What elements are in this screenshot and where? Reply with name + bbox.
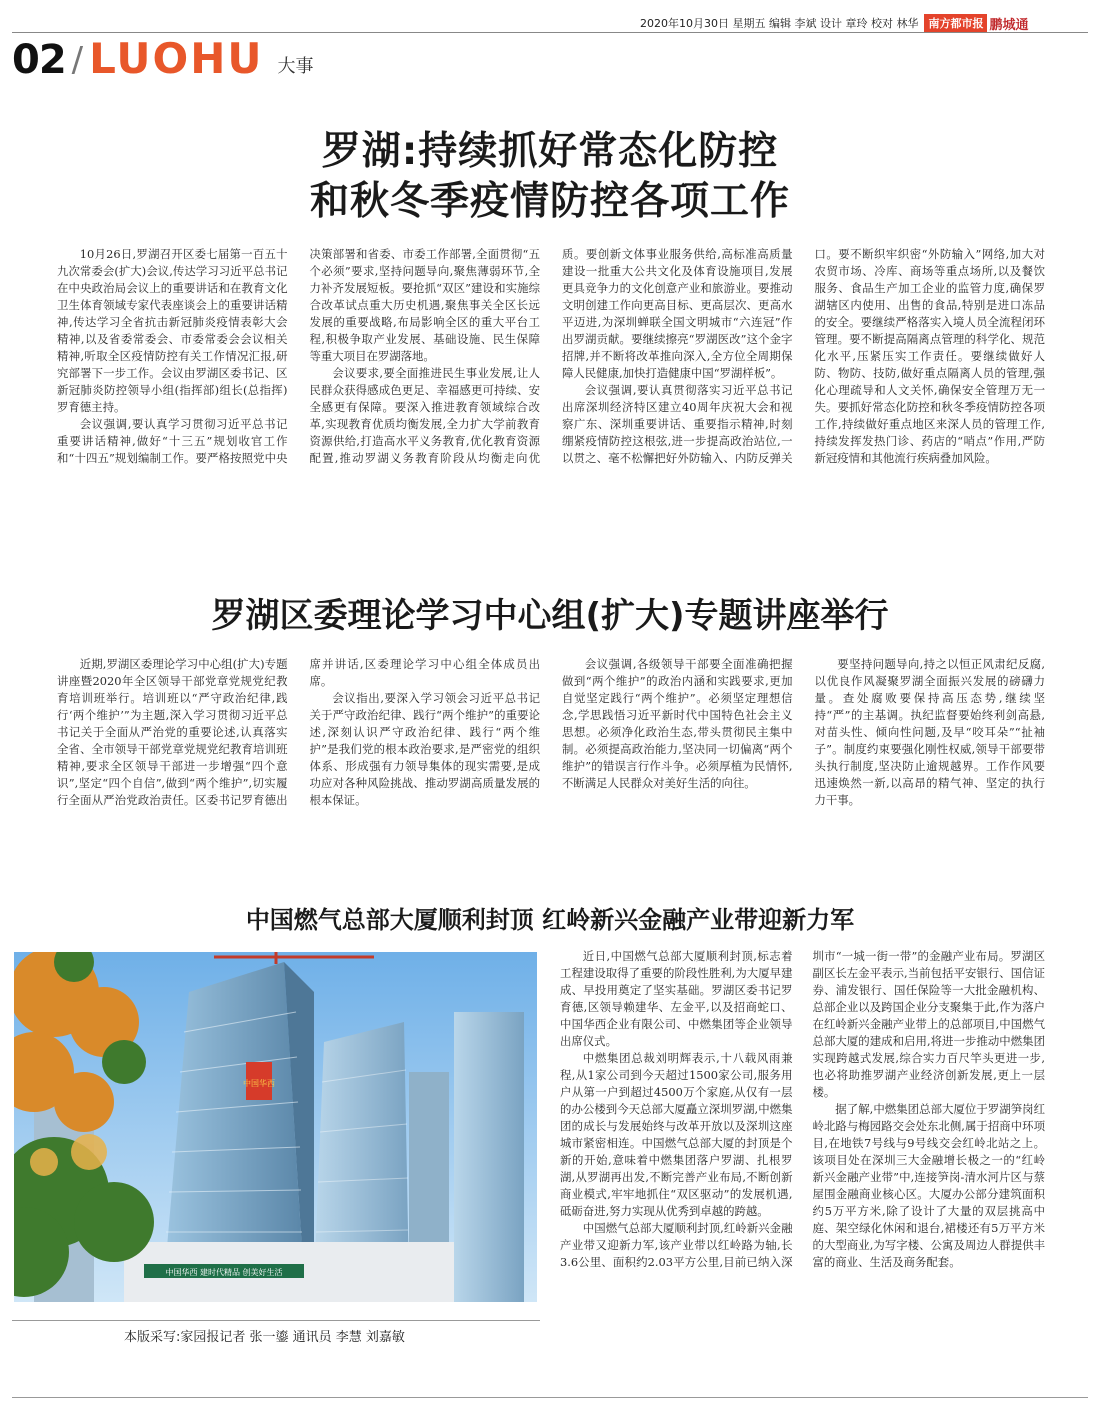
article3-paragraph: 近日,中国燃气总部大厦顺利封顶,标志着工程建设取得了重要的阶段性胜利,为大厦早建成、早投用奠定了坚实基础。罗湖区委书记罗育德,区领导赖建华、左金平,以及招商蛇口、中国华西企业有限公司、中燃集团等企业领导出席仪式。 bbox=[560, 949, 793, 1048]
article2-paragraph: 要坚持问题导向,持之以恒正风肃纪反腐,以优良作风凝聚罗湖全面振兴发展的磅礴力量。查处腐败要保持高压态势,继续坚持“严”的主基调。执纪监督要始终利剑高悬,对苗头性、倾向性问题,及早“咬耳朵”“扯袖子”。制度约束要强化刚性权威,领导干部要带头执行制度,坚决防止逾规越界。工作作风要迅速焕然一新,以高昂的精气神、坚定的执行力干事。 bbox=[814, 657, 1045, 807]
article1-paragraph: 会议要求,要全面推进民生事业发展,让人民群众获得感成色更足、幸福感更可持续、安全感更有保障。要深入推进教育领域综合改革,实现教育优质均衡发展,全力扩大学前教育资源供给,打造高水平义务教育,优化教育资源配置,推动罗湖义务教育阶段从均衡走向优质。要创新文体事业服务供给,高标准高质量建设一批重大公共文化及体育设施项目,发展更具竞争力的文化创意产业和旅游业。要推动文明创建工作向更高目标、更高层次、更高水平迈进,为深圳蝉联全国文明城市“六连冠”作出罗湖贡献。要继续擦亮“罗湖医改”这个金字招牌,并不断将改革推向深入,全方位全周期保障人民健康,加快打造健康中国“罗湖样板”。 bbox=[309, 247, 793, 465]
header-rule bbox=[12, 32, 1088, 33]
article3-paragraph: 中国燃气总部大厦顺利封顶,红岭新兴金融产业带又迎新力军,该产业带以红岭路为轴,长3.6公里、面积约2.03平方公里,目前已纳入深圳市“一城一街一带”的金融产业布局。罗湖区副区长左金平表示,当前包括平安银行、国信证券、浦发银行、国任保险等一大批金融机构、总部企业以及跨国企业分支聚集于此,作为落户在红岭新兴金融产业带上的总部项目,中国燃气总部大厦的建成和启用,将进一步推动中燃集团实现跨越式发展,综合实力百尺竿头更进一步,也必将助推罗湖产业经济创新发展,更上一层楼。 bbox=[560, 949, 1045, 1269]
brand-logo: 南方都市报 bbox=[924, 14, 987, 32]
brand-logo-secondary: 鹏城通 bbox=[989, 17, 1029, 33]
podium-banner-text: 中国华西 建时代精品 创美好生活 bbox=[165, 1268, 283, 1277]
page-number: 02 bbox=[12, 37, 66, 83]
article3-paragraph: 据了解,中燃集团总部大厦位于罗湖笋岗红岭北路与梅园路交会处东北侧,属于招商中环项目,在地铁7号线与9号线交会红岭北站之上。该项目处在深圳三大金融增长极之一的“红岭新兴金融产业带”中,连接笋岗-清水河片区与蔡屋围金融商业核心区。大厦办公部分建筑面积约5万平方米,除了设计了大量的双层挑高中庭、架空绿化休闲和退台,裙楼还有5万平方米的大型商业,为写字楼、公寓及周边人群提供丰富的商业、生活及商务配套。 bbox=[812, 1102, 1045, 1269]
article1-title-line1: 罗湖:持续抓好常态化防控 bbox=[321, 129, 779, 174]
article1-paragraph: 会议强调,要认真贯彻落实习近平总书记出席深圳经济特区建立40周年庆祝大会和视察广东、深圳重要讲话、重要指示精神,时刻绷紧疫情防控这根弦,进一步提高政治站位,一以贯之、毫不松懈把好外防输入、内防反弹关口。要不断织牢织密“外防输入”网络,加大对农贸市场、冷库、商场等重点场所,以及餐饮服务、食品生产加工企业的监管力度,确保罗湖辖区内使用、出售的食品,特别是进口冻品的安全。要继续严格落实入境人员全流程闭环管理。要不断提高隔离点管理的科学化、规范化水平,压紧压实工作责任。要继续做好人防、物防、技防,做好重点隔离人员的管理,强化心理疏导和人文关怀,确保安全管理万无一失。要抓好常态化防控和秋冬季疫情防控各项工作,持续做好重点地区来深人员的管理工作,持续发挥发热门诊、药店的“哨点”作用,严防新冠疫情和其他流行疾病叠加风险。 bbox=[562, 247, 1045, 465]
article3-body bbox=[560, 948, 1045, 1378]
date-line: 2020年10月30日 星期五 编辑 李斌 设计 章玲 校对 林华 bbox=[640, 17, 919, 30]
header-bar bbox=[640, 14, 1090, 32]
article2-paragraph: 近期,罗湖区委理论学习中心组(扩大)专题讲座暨2020年全区领导干部党章党规党纪教育培训班举行。培训班以“严守政治纪律,践行‘两个维护’”为主题,深入学习贯彻习近平总书记关于全面从严治党的重要论述,认真落实全省、全市领导干部党章党规党纪教育培训班精神,要求全区领导干部进一步增强“四个意识”,坚定“四个自信”,做到“两个维护”,切实履行全面从严治党政治责任。区委书记罗育德出席并讲话,区委理论学习中心组全体成员出席。 bbox=[57, 657, 540, 807]
article2-paragraph: 会议强调,各级领导干部要全面准确把握做到“两个维护”的政治内涵和实践要求,更加自觉坚定践行“两个维护”。必须坚定理想信念,学思践悟习近平新时代中国特色社会主义思想。必须净化政治生态,带头贯彻民主集中制。必须提高政治能力,坚决同一切偏离“两个维护”的错误言行作斗争。必须厚植为民情怀,不断满足人民群众对美好生活的向往。 bbox=[562, 657, 793, 790]
article3-paragraph: 中燃集团总裁刘明辉表示,十八载风雨兼程,从1家公司到今天超过1500家公司,服务用户从第一户到超过4500万个家庭,从仅有一层的办公楼到今天总部大厦矗立深圳罗湖,中燃集团的成长与发展始终与改革开放以及深圳这座城市紧密相连。中国燃气总部大厦的封顶是个新的开始,意味着中燃集团落户罗湖、扎根罗湖,从罗湖再出发,不断完善产业布局,不断创新商业模式,牢牢地抓住“双区驱动”的发展机遇,砥砺奋进,努力实现从优秀到卓越的跨越。 bbox=[560, 1051, 793, 1218]
byline-caption: 本版采写:家园报记者 张一鎏 通讯员 李慧 刘嘉敏 bbox=[124, 1330, 405, 1345]
page-heading bbox=[12, 34, 314, 83]
article1-body bbox=[57, 246, 1045, 546]
building-photo-illustration bbox=[14, 952, 537, 1302]
article2-title: 罗湖区委理论学习中心组(扩大)专题讲座举行 bbox=[211, 596, 889, 636]
article1-title-line2: 和秋冬季疫情防控各项工作 bbox=[309, 179, 790, 224]
caption-rule bbox=[12, 1320, 540, 1321]
article2-paragraph: 会议指出,要深入学习领会习近平总书记关于严守政治纪律、践行“两个维护”的重要论述,深刻认识严守政治纪律、践行“两个维护”是我们党的根本政治要求,是严密党的组织体系、形成强有力领导集体的现实需要,是成功应对各种风险挑战、推动罗湖高质量发展的根本保证。 bbox=[309, 691, 540, 807]
section-name: LUOHU bbox=[89, 34, 264, 83]
article3-title: 中国燃气总部大厦顺利封顶 红岭新兴金融产业带迎新力军 bbox=[245, 906, 855, 934]
divider-slash: / bbox=[71, 40, 84, 80]
building-photo bbox=[14, 952, 537, 1302]
section-category: 大事 bbox=[277, 56, 314, 77]
article2-body bbox=[57, 656, 1045, 856]
article1-paragraph: 会议强调,要认真学习贯彻习近平总书记重要讲话精神,做好“十三五”规划收官工作和“十四五”规划编制工作。要严格按照党中央决策部署和省委、市委工作部署,全面贯彻“五个必须”要求,坚持问题导向,聚焦薄弱环节,全力补齐发展短板。要抢抓“双区”建设和实施综合改革试点重大历史机遇,聚焦事关全区长远发展的重要战略,布局影响全区的重大平台工程,积极争取产业发展、基础设施、民生保障等重大项目在罗湖落地。 bbox=[57, 247, 540, 465]
crane-sign-text: 中国华西 bbox=[243, 1079, 275, 1088]
article1-paragraph: 10月26日,罗湖召开区委七届第一百五十九次常委会(扩大)会议,传达学习习近平总书记在中央政治局会议上的重要讲话和在教育文化卫生体育领域专家代表座谈会上的重要讲话精神,传达学习全省抗击新冠肺炎疫情表彰大会精神,以及省委常委会、市委常委会会议相关精神,听取全区疫情防控有关工作情况汇报,研究部署下一步工作。会议由罗湖区委书记、区新冠肺炎防控领导小组(指挥部)组长(总指挥)罗育德主持。 bbox=[57, 247, 288, 414]
footer-rule bbox=[12, 1397, 1088, 1398]
